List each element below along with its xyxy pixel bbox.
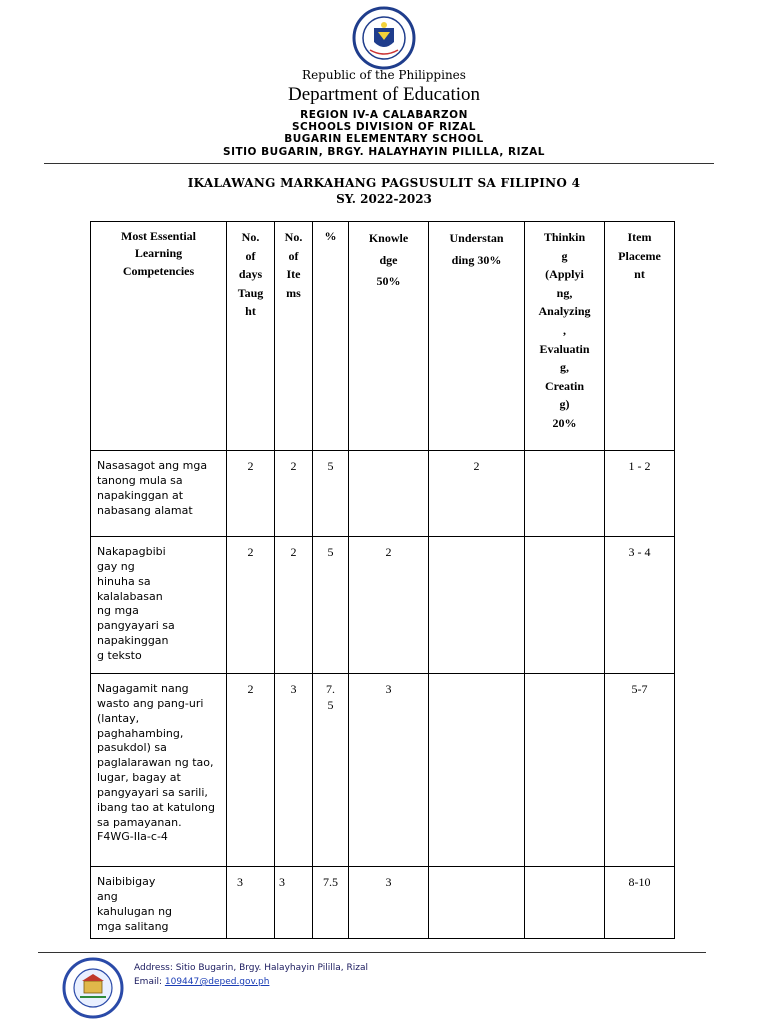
- understanding-cell: [429, 537, 525, 674]
- header-competencies: Most Essential Learning Competencies: [91, 222, 227, 451]
- placement-cell: 3 - 4: [605, 537, 675, 674]
- items-cell: 3: [275, 674, 313, 867]
- exam-title: IKALAWANG MARKAHANG PAGSUSULIT SA FILIPINO 4: [187, 176, 581, 190]
- location-line: SITIO BUGARIN, BRGY. HALAYHAYIN PILILLA, RIZAL: [223, 146, 545, 158]
- thinking-cell: [525, 867, 605, 939]
- header-thinking-text: Thinkin g (Applyi ng, Analyzing , Evaluatin g, Creatin g) 20%: [538, 230, 591, 430]
- footer-address: Address: Sitio Bugarin, Brgy. Halayhayin Pililla, Rizal: [134, 963, 368, 973]
- deped-seal-logo: [348, 6, 420, 70]
- days-cell: 3: [227, 867, 275, 939]
- competency-cell: Nagagamit nang wasto ang pang-uri (lantay, paghahambing, pasukdol) sa paglalarawan ng tao, lugar, bagay at pangyayari sa sarili, ibang tao at katulong sa pamayanan. F4WG-IIa-c-4: [91, 674, 227, 867]
- knowledge-cell: [349, 451, 429, 537]
- days-cell: 2: [227, 537, 275, 674]
- header-items-text: No. of Ite ms: [284, 230, 303, 300]
- header-divider: [44, 163, 714, 164]
- understanding-cell: [429, 674, 525, 867]
- header-thinking: [525, 222, 605, 451]
- department-name: Department of Education: [287, 84, 481, 105]
- placement-cell: 1 - 2: [605, 451, 675, 537]
- header-item-placement: [605, 222, 675, 451]
- thinking-cell: [525, 674, 605, 867]
- header-placement-text: Item Placeme nt: [618, 230, 661, 282]
- understanding-cell: [429, 867, 525, 939]
- header-row: [91, 222, 675, 451]
- table-row: [91, 867, 675, 939]
- placement-cell: 5-7: [605, 674, 675, 867]
- republic-line: Republic of the Philippines: [302, 68, 466, 82]
- placement-cell: 8-10: [605, 867, 675, 939]
- days-cell: 2: [227, 451, 275, 537]
- items-cell: 2: [275, 451, 313, 537]
- percent-text: 7. 5: [326, 682, 335, 712]
- header-days-text: No. of days Taug ht: [237, 230, 264, 319]
- header-days-taught: [227, 222, 275, 451]
- thinking-cell: [525, 537, 605, 674]
- school-year: SY. 2022-2023: [336, 192, 432, 206]
- competency-text: Nakapagbibi gay ng hinuha sa kalalabasan ng mga pangyayari sa napakinggan g teksto: [97, 545, 175, 662]
- competency-cell: [91, 537, 227, 674]
- school-line: BUGARIN ELEMENTARY SCHOOL: [284, 133, 484, 145]
- items-cell: 3: [275, 867, 313, 939]
- table-of-specifications: [90, 221, 675, 939]
- thinking-cell: [525, 451, 605, 537]
- division-line: SCHOOLS DIVISION OF RIZAL: [292, 121, 476, 133]
- header-percent: %: [313, 222, 349, 451]
- percent-cell: [313, 867, 349, 939]
- competency-text: Naibibigay ang kahulugan ng mga salitang: [97, 875, 173, 933]
- percent-cell: 5: [313, 537, 349, 674]
- region-line: REGION IV-A CALABARZON: [300, 109, 468, 121]
- footer-divider: [38, 952, 706, 953]
- items-cell: 2: [275, 537, 313, 674]
- school-logo: [60, 957, 126, 1019]
- header-knowledge-text: Knowle dge 50%: [368, 231, 409, 289]
- percent-cell: 5: [313, 451, 349, 537]
- competency-cell: [91, 867, 227, 939]
- header-understanding-text: Understan ding 30%: [449, 231, 504, 267]
- table-row: [91, 537, 675, 674]
- table-row: [91, 674, 675, 867]
- knowledge-cell: 3: [349, 867, 429, 939]
- percent-cell: [313, 674, 349, 867]
- knowledge-cell: 3: [349, 674, 429, 867]
- table-row: [91, 451, 675, 537]
- knowledge-cell: 2: [349, 537, 429, 674]
- email-link[interactable]: 109447@deped.gov.ph: [164, 977, 270, 987]
- header-no-items: [275, 222, 313, 451]
- header-knowledge: [349, 222, 429, 451]
- email-label: Email:: [134, 977, 165, 987]
- days-cell: 2: [227, 674, 275, 867]
- competency-cell: Nasasagot ang mga tanong mula sa napakinggan at nabasang alamat: [91, 451, 227, 537]
- footer-email: [134, 977, 269, 987]
- understanding-cell: 2: [429, 451, 525, 537]
- header-understanding: [429, 222, 525, 451]
- percent-text: 7.5: [323, 875, 338, 889]
